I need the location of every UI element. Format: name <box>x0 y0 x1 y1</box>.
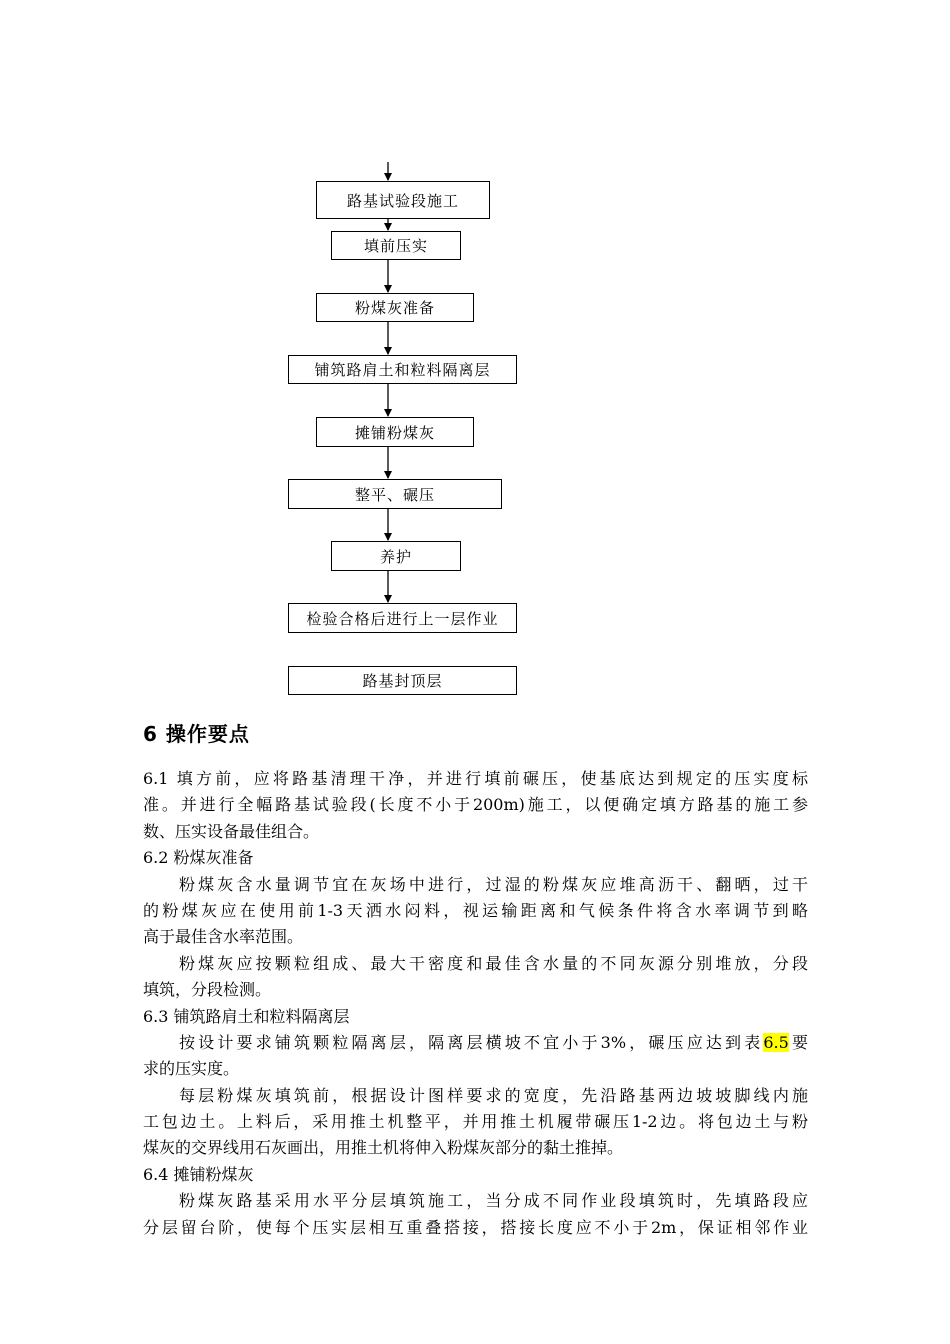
flow-step-trial-section: 路基试验段施工 <box>316 181 490 219</box>
flow-step-shoulder-isolation-layer: 铺筑路肩土和粒料隔离层 <box>288 355 517 384</box>
text-segment: 按设计要求铺筑颗粒隔离层，隔离层横坡不宜小于3%，碾压应达到表 <box>179 1032 764 1052</box>
flow-step-level-compact: 整平、碾压 <box>288 479 502 509</box>
text-line: 的粉煤灰应在使用前1-3天洒水闷料，视运输距离和气候条件将含水率调节到略 <box>143 900 808 920</box>
text-line: 高于最佳含水率范围。 <box>143 927 304 947</box>
text-line: 煤灰的交界线用石灰画出，用推土机将伸入粉煤灰部分的黏土推掉。 <box>143 1138 624 1158</box>
flow-step-pre-compaction: 填前压实 <box>331 231 461 260</box>
text-line: 粉煤灰应按颗粒组成、最大干密度和最佳含水量的不同灰源分别堆放，分段 <box>179 953 808 973</box>
text-line: 每层粉煤灰填筑前，根据设计图样要求的宽度，先沿路基两边坡坡脚线内施 <box>179 1085 808 1105</box>
text-line: 数、压实设备最佳组合。 <box>143 821 320 841</box>
flow-step-curing: 养护 <box>331 541 461 571</box>
subheading-6-4: 6.4 摊铺粉煤灰 <box>143 1164 254 1184</box>
text-segment: 要 <box>788 1032 808 1052</box>
flow-step-inspection-next-layer: 检验合格后进行上一层作业 <box>288 603 517 633</box>
text-line: 分层留台阶，使每个压实层相互重叠搭接，搭接长度应不小于2m，保证相邻作业 <box>143 1217 808 1237</box>
text-line: 填筑，分段检测。 <box>143 980 272 1000</box>
text-line: 工包边土。上料后，采用推土机整平，并用推土机履带碾压1-2边。将包边土与粉 <box>143 1112 808 1132</box>
text-line: 求的压实度。 <box>143 1059 240 1079</box>
flow-step-spread-flyash: 摊铺粉煤灰 <box>316 417 474 447</box>
subheading-6-2: 6.2 粉煤灰准备 <box>143 848 254 868</box>
flow-step-top-layer: 路基封顶层 <box>288 666 517 695</box>
text-line: 6.1 填方前，应将路基清理干净，并进行填前碾压，使基底达到规定的压实度标 <box>143 769 808 788</box>
body-text <box>143 766 808 1241</box>
table-reference-highlight[interactable]: 6.5 <box>763 1032 789 1052</box>
text-line: 粉煤灰含水量调节宜在灰场中进行，过湿的粉煤灰应堆高沥干、翻晒，过干 <box>179 874 808 894</box>
flow-step-flyash-prep: 粉煤灰准备 <box>316 293 474 322</box>
subheading-6-3: 6.3 铺筑路肩土和粒料隔离层 <box>143 1006 350 1026</box>
text-line: 准。并进行全幅路基试验段(长度不小于200m)施工，以便确定填方路基的施工参 <box>143 795 808 815</box>
section-heading: 6 操作要点 <box>143 722 250 746</box>
text-line-with-highlight <box>143 1030 808 1056</box>
text-line: 粉煤灰路基采用水平分层填筑施工，当分成不同作业段填筑时，先填路段应 <box>179 1191 808 1211</box>
